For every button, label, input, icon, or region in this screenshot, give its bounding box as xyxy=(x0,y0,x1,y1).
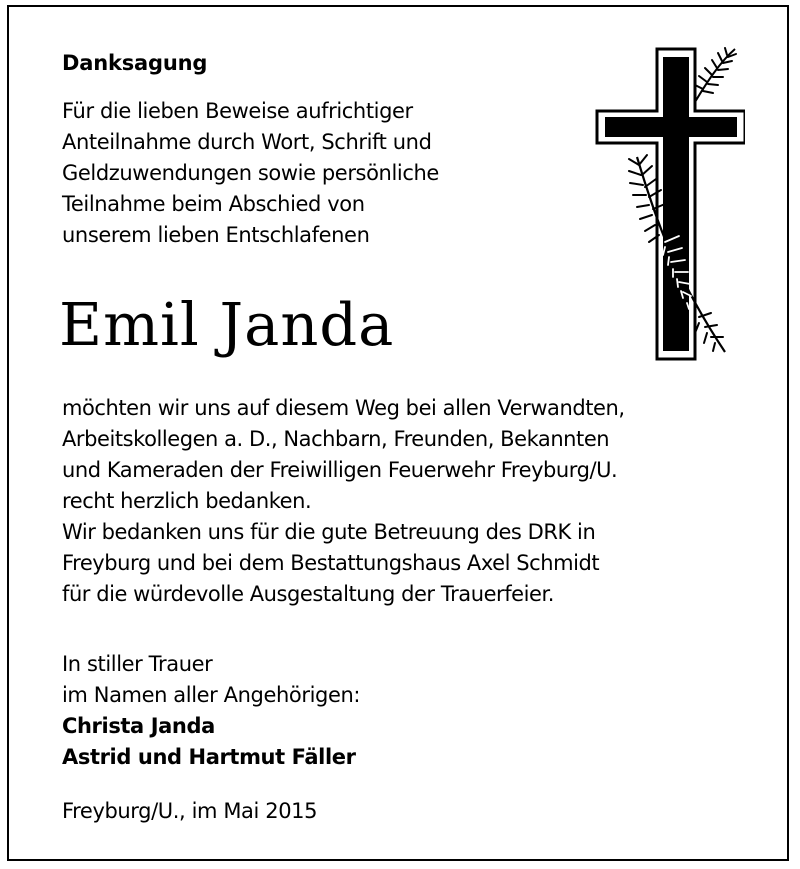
mourner-name: Christa Janda xyxy=(62,714,215,738)
closing-line: In stiller Trauer xyxy=(62,652,213,676)
body-line: Wir bedanken uns für die gute Betreuung des DRK in xyxy=(62,520,596,544)
intro-line: Teilnahme beim Abschied von xyxy=(62,192,365,216)
body-line: und Kameraden der Freiwilligen Feuerwehr Freyburg/U. xyxy=(62,458,618,482)
body-line: Arbeitskollegen a. D., Nachbarn, Freunden, Bekannten xyxy=(62,427,610,451)
closing-block xyxy=(62,649,360,773)
body-line: Freyburg und bei dem Bestattungshaus Axel Schmidt xyxy=(62,551,600,575)
closing-line: im Namen aller Angehörigen: xyxy=(62,683,361,707)
intro-line: Für die lieben Beweise aufrichtiger xyxy=(62,99,413,123)
intro-line: unserem lieben Entschlafenen xyxy=(62,223,370,247)
mourner-name: Astrid und Hartmut Fäller xyxy=(62,745,356,769)
body-line: recht herzlich bedanken. xyxy=(62,489,312,513)
place-date: Freyburg/U., im Mai 2015 xyxy=(62,799,318,823)
obituary-notice xyxy=(7,5,789,861)
intro-line: Geldzuwendungen sowie persönliche xyxy=(62,161,439,185)
body-text xyxy=(62,393,782,610)
heading: Danksagung xyxy=(62,51,208,75)
cross-with-palm-branch-icon xyxy=(595,47,745,362)
body-line: für die würdevolle Ausgestaltung der Trauerfeier. xyxy=(62,582,554,606)
intro-line: Anteilnahme durch Wort, Schrift und xyxy=(62,130,432,154)
deceased-name: Emil Janda xyxy=(59,290,395,359)
body-line: möchten wir uns auf diesem Weg bei allen Verwandten, xyxy=(62,396,625,420)
intro-text xyxy=(62,96,582,251)
